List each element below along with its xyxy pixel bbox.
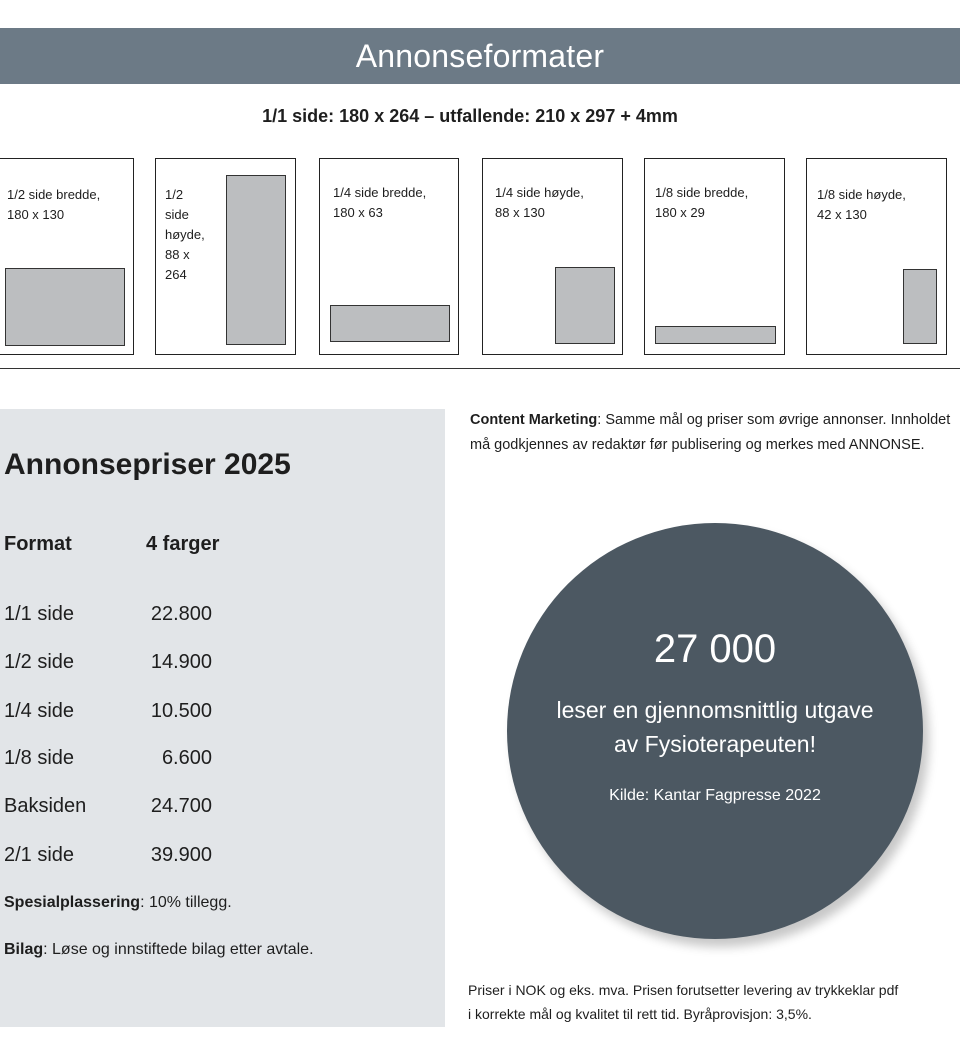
full-page-spec: 1/1 side: 180 x 264 – utfallende: 210 x 297 + 4mm <box>262 106 678 126</box>
price-row-value: 39.900 <box>150 844 212 866</box>
readership-text: leser en gjennomsnittlig utgave av Fysioterapeuten! <box>556 697 874 757</box>
price-row-value: 24.700 <box>150 795 212 817</box>
format-half-width <box>0 158 134 355</box>
format-label: 1/4 side høyde, 88 x 130 <box>495 185 584 220</box>
price-row-format: Baksiden <box>4 795 87 817</box>
price-row-format: 1/8 side <box>4 747 75 769</box>
format-label: 1/2 side bredde, 180 x 130 <box>7 187 101 222</box>
format-eighth-height <box>806 158 947 355</box>
format-label: 1/8 side bredde, 180 x 29 <box>655 185 749 220</box>
format-fill-area <box>903 269 937 344</box>
section-divider <box>0 368 960 369</box>
price-title: Annonsepriser 2025 <box>4 448 291 481</box>
readership-circle <box>507 523 923 939</box>
bilag-label: Bilag <box>4 941 44 958</box>
format-eighth-width <box>644 158 785 355</box>
price-row-format: 1/2 side <box>4 651 75 673</box>
content-marketing-text: : Samme mål og priser som øvrige annonser. Innholdet må godkjennes av redaktør før publisering og merkes med ANNONSE. <box>470 412 951 453</box>
format-half-height <box>155 158 296 355</box>
price-row-value: 14.900 <box>150 651 212 673</box>
readership-source: Kilde: Kantar Fagpresse 2022 <box>609 787 821 804</box>
special-placement-label: Spesialplassering <box>4 894 141 911</box>
section-title: Annonseformater <box>355 37 605 74</box>
readership-number: 27 000 <box>653 627 777 671</box>
format-label: 1/8 side høyde, 42 x 130 <box>817 187 906 222</box>
footnote-line-1: Priser i NOK og eks. mva. Prisen forutsetter levering av trykkeklar pdf <box>468 982 899 998</box>
pricing-footnote <box>468 978 960 1026</box>
price-row-format: 2/1 side <box>4 844 75 866</box>
format-label: 1/2 side høyde, 88 x 264 <box>165 187 205 282</box>
section-header <box>0 28 960 84</box>
format-fill-area <box>555 267 615 344</box>
bilag-text: : Løse og innstiftede bilag etter avtale. <box>43 941 314 958</box>
format-label: 1/4 side bredde, 180 x 63 <box>333 185 427 220</box>
format-quarter-width <box>319 158 459 355</box>
footnote-line-2: i korrekte mål og kvalitet til rett tid. Byråprovisjon: 3,5%. <box>468 1006 812 1022</box>
content-marketing-note <box>470 408 960 458</box>
bilag-note <box>4 941 314 959</box>
format-fill-area <box>5 268 125 346</box>
column-header-price: 4 farger <box>146 533 220 555</box>
content-marketing-label: Content Marketing <box>470 412 598 428</box>
price-row-format: 1/4 side <box>4 700 75 722</box>
special-placement-text: : 10% tillegg. <box>140 894 232 911</box>
format-fill-area <box>330 305 450 342</box>
special-placement-note <box>4 894 232 912</box>
format-fill-area <box>655 326 776 344</box>
price-row-value: 6.600 <box>161 747 212 769</box>
column-header-format: Format <box>4 533 72 555</box>
format-quarter-height <box>482 158 623 355</box>
price-row-value: 22.800 <box>150 603 212 625</box>
format-fill-area <box>226 175 286 345</box>
price-row-format: 1/1 side <box>4 603 75 625</box>
price-row-value: 10.500 <box>150 700 212 722</box>
